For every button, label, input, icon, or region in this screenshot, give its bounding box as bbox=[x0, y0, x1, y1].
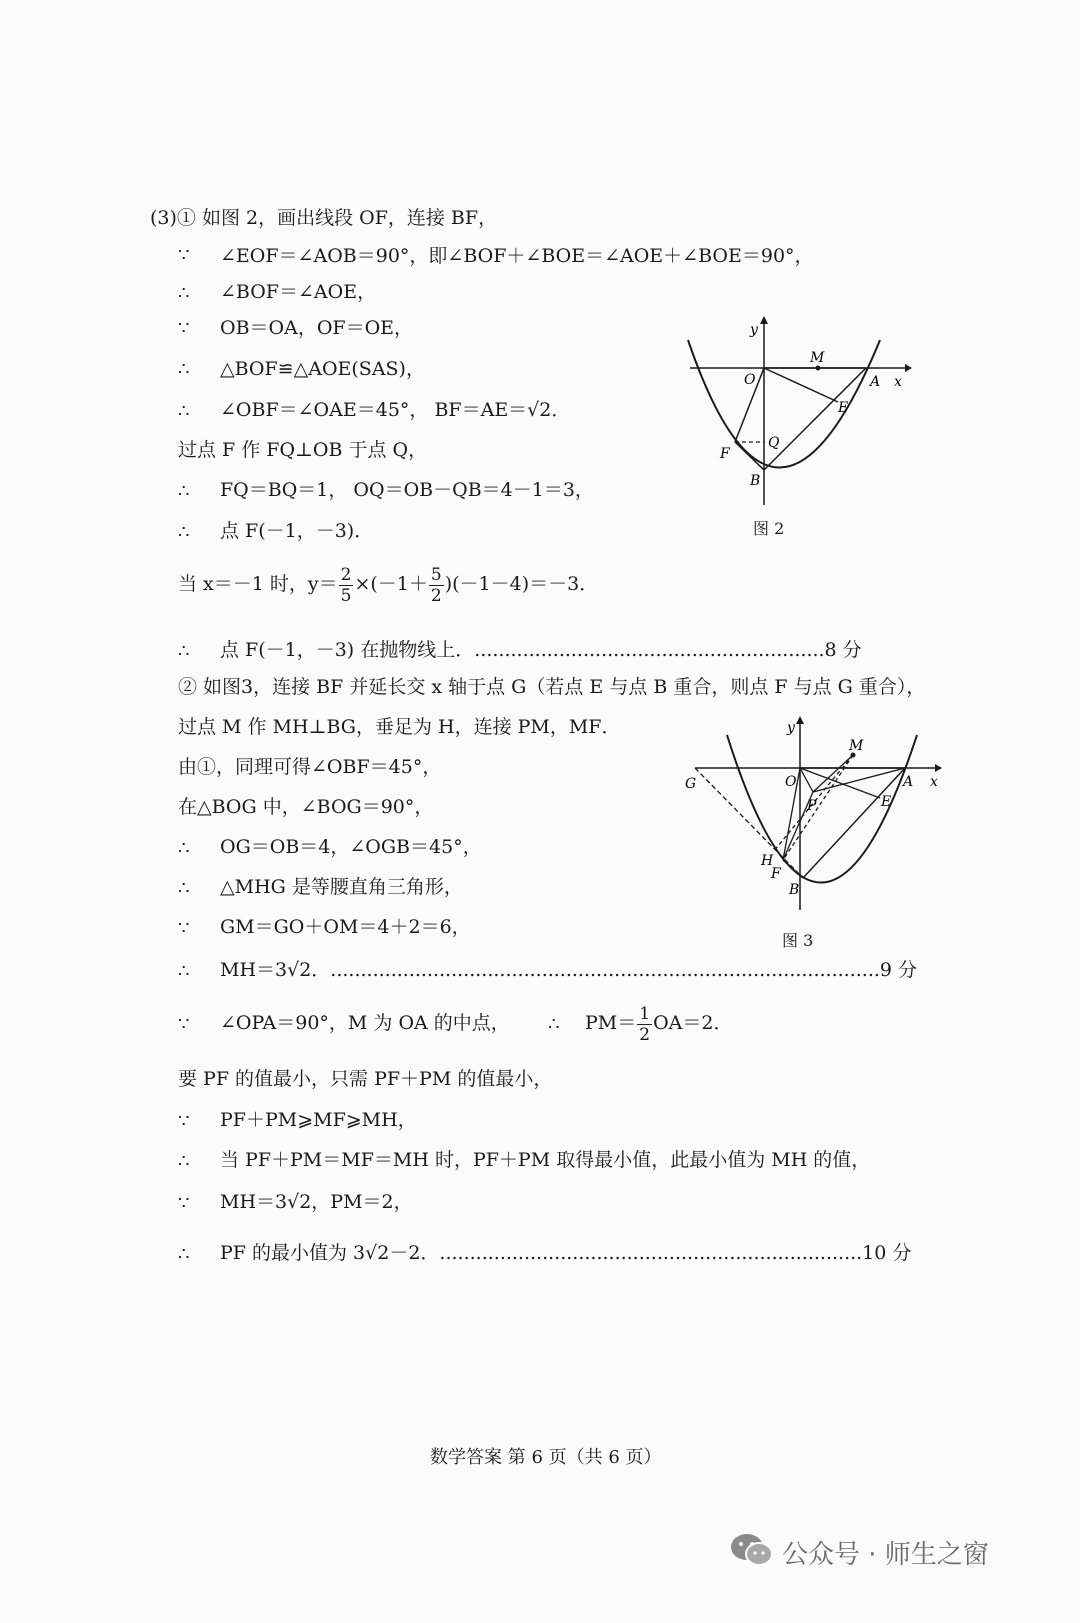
line-pm-half-oa bbox=[585, 1000, 732, 1046]
figure-3-diagram bbox=[675, 710, 950, 920]
label-o: O bbox=[785, 774, 797, 790]
line-angle-bof: ∠BOF＝∠AOE， bbox=[220, 281, 377, 303]
line-min-condition: 当 PF＋PM＝MF＝MH 时，PF＋PM 取得最小值，此最小值为 MH 的值， bbox=[220, 1149, 871, 1171]
line-mh-9pts: MH＝3√2．...........................................................................................9 分 bbox=[220, 959, 918, 981]
label-o: O bbox=[744, 372, 756, 388]
segment-ab bbox=[764, 368, 866, 470]
therefore-symbol: ∴ bbox=[178, 1244, 190, 1265]
therefore-symbol: ∴ bbox=[548, 1014, 560, 1035]
line-substitute bbox=[178, 561, 598, 607]
label-p: P bbox=[807, 798, 817, 814]
fraction-2-5 bbox=[339, 565, 354, 606]
substitute-text-2: ×(－1＋ bbox=[354, 573, 428, 595]
line-triangle-bog: 在△BOG 中，∠BOG＝90°， bbox=[178, 796, 434, 818]
line-ob-oa: OB＝OA，OF＝OE， bbox=[220, 317, 414, 339]
line-inequality: PF＋PM⩾MF⩾MH， bbox=[220, 1109, 417, 1131]
line-angle-opa: ∠OPA＝90°，M 为 OA 的中点， bbox=[220, 1012, 510, 1034]
label-x: x bbox=[930, 774, 938, 790]
therefore-symbol: ∴ bbox=[178, 283, 190, 304]
watermark-text: 公众号 · 师生之窗 bbox=[782, 1540, 989, 1570]
fraction-numerator: 1 bbox=[639, 1003, 651, 1024]
label-b: B bbox=[789, 882, 800, 898]
label-m: M bbox=[849, 738, 864, 754]
segment-fb bbox=[735, 442, 764, 470]
fraction-denominator: 2 bbox=[639, 1024, 651, 1045]
therefore-symbol: ∴ bbox=[178, 401, 190, 422]
segment-mf bbox=[783, 755, 853, 860]
line-part3-intro: (3)① 如图 2，画出线段 OF，连接 BF， bbox=[150, 207, 498, 229]
segment-ab bbox=[803, 768, 905, 878]
label-f: F bbox=[720, 446, 730, 462]
pm-text-1: PM＝ bbox=[585, 1012, 637, 1034]
therefore-symbol: ∴ bbox=[178, 838, 190, 859]
because-symbol: ∵ bbox=[178, 1014, 190, 1035]
line-mh-perp: 过点 M 作 MH⊥BG，垂足为 H，连接 PM，MF． bbox=[178, 716, 621, 738]
figure-3-caption: 图 3 bbox=[782, 931, 814, 950]
line-angle-obf: ∠OBF＝∠OAE＝45°， BF＝AE＝√2． bbox=[220, 399, 571, 421]
line-fq-bq: FQ＝BQ＝1， OQ＝OB－QB＝4－1＝3， bbox=[220, 479, 594, 501]
fraction-5-2 bbox=[429, 565, 444, 606]
substitute-text-3: )(－1－4)＝－3． bbox=[444, 573, 599, 595]
label-g: G bbox=[685, 776, 697, 792]
parabola bbox=[688, 340, 880, 468]
line-pf-min-10pts: PF 的最小值为 3√2－2．......................................................................10 分 bbox=[220, 1242, 912, 1264]
label-x: x bbox=[894, 374, 902, 390]
pm-text-2: OA＝2． bbox=[653, 1012, 733, 1034]
line-part2-intro: ② 如图3，连接 BF 并延长交 x 轴于点 G（若点 E 与点 B 重合，则点 F 与点 G 重合）， bbox=[178, 676, 926, 698]
therefore-symbol: ∴ bbox=[178, 961, 190, 982]
label-f: F bbox=[771, 866, 781, 882]
label-q: Q bbox=[768, 435, 780, 451]
y-axis-arrow bbox=[760, 316, 768, 324]
line-congruent: △BOF≌△AOE(SAS)， bbox=[220, 358, 425, 380]
because-symbol: ∵ bbox=[178, 245, 190, 266]
fraction-1-2 bbox=[637, 1004, 652, 1045]
therefore-symbol: ∴ bbox=[178, 522, 190, 543]
wechat-icon bbox=[728, 1530, 776, 1570]
line-point-f: 点 F(－1，－3)． bbox=[220, 520, 374, 542]
line-on-parabola-8pts: 点 F(－1，－3) 在抛物线上．..........................................................8 分 bbox=[220, 639, 862, 661]
label-e: E bbox=[838, 400, 849, 416]
line-angle-obf-45: 由①，同理可得∠OBF＝45°， bbox=[178, 756, 442, 778]
point-m bbox=[816, 366, 821, 371]
therefore-symbol: ∴ bbox=[178, 359, 190, 380]
fraction-denominator: 2 bbox=[430, 585, 442, 606]
line-mh-pm-values: MH＝3√2，PM＝2， bbox=[220, 1191, 413, 1213]
therefore-symbol: ∴ bbox=[178, 1151, 190, 1172]
line-fq-perp: 过点 F 作 FQ⊥OB 于点 Q， bbox=[178, 439, 428, 461]
fraction-denominator: 5 bbox=[340, 585, 352, 606]
line-og-ob: OG＝OB＝4，∠OGB＝45°， bbox=[220, 836, 482, 858]
because-symbol: ∵ bbox=[178, 318, 190, 339]
therefore-symbol: ∴ bbox=[178, 481, 190, 502]
line-angle-eof: ∠EOF＝∠AOB＝90°，即∠BOF＋∠BOE＝∠AOE＋∠BOE＝90°， bbox=[220, 245, 814, 267]
label-h: H bbox=[761, 853, 774, 869]
line-gm: GM＝GO＋OM＝4＋2＝6， bbox=[220, 916, 471, 938]
because-symbol: ∵ bbox=[178, 1111, 190, 1132]
line-isosceles-right: △MHG 是等腰直角三角形， bbox=[220, 876, 463, 898]
line-pf-min-goal: 要 PF 的值最小，只需 PF＋PM 的值最小， bbox=[178, 1068, 553, 1090]
segment-oe bbox=[764, 368, 838, 402]
therefore-symbol: ∴ bbox=[178, 878, 190, 899]
substitute-text-1: 当 x＝－1 时，y＝ bbox=[178, 573, 338, 595]
label-a: A bbox=[870, 374, 881, 390]
x-axis-arrow bbox=[935, 764, 942, 772]
therefore-symbol: ∴ bbox=[178, 641, 190, 662]
label-y: y bbox=[787, 720, 795, 736]
because-symbol: ∵ bbox=[178, 1193, 190, 1214]
because-symbol: ∵ bbox=[178, 918, 190, 939]
y-axis-arrow bbox=[796, 716, 804, 724]
label-e: E bbox=[881, 794, 892, 810]
figure-2-caption: 图 2 bbox=[753, 519, 785, 538]
label-m: M bbox=[810, 350, 825, 366]
fraction-numerator: 5 bbox=[430, 564, 442, 585]
label-y: y bbox=[750, 322, 758, 338]
figure-2-diagram bbox=[680, 310, 920, 510]
fraction-numerator: 2 bbox=[340, 564, 352, 585]
page-footer: 数学答案 第 6 页（共 6 页） bbox=[430, 1447, 662, 1468]
label-b: B bbox=[750, 473, 761, 489]
x-axis-arrow bbox=[905, 364, 912, 372]
label-a: A bbox=[903, 774, 914, 790]
